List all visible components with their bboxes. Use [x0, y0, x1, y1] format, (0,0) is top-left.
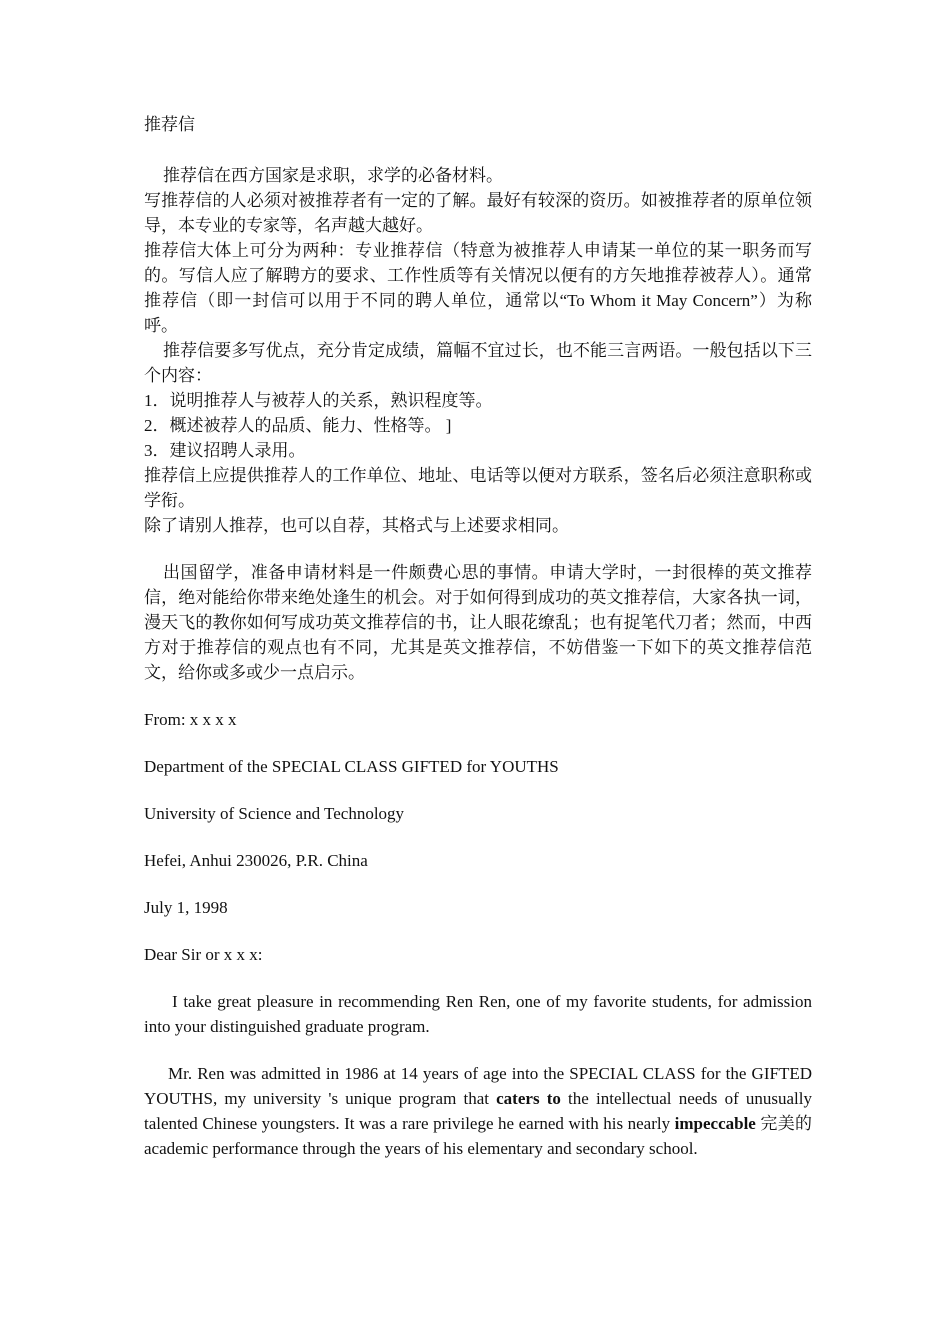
highlight-impeccable: impeccable	[674, 1114, 756, 1133]
letter-paragraph-2-text-c: 完美的 academic performance through the years of his elementary and secondary school.	[144, 1114, 812, 1158]
letter-department: Department of the SPECIAL CLASS GIFTED for YOUTHS	[144, 757, 559, 776]
spacer	[144, 685, 812, 707]
spacer	[144, 967, 812, 989]
spacer	[144, 826, 812, 848]
spacer	[144, 1039, 812, 1061]
letter-date: July 1, 1998	[144, 898, 228, 917]
letter-paragraph-2-text-a: Mr. Ren was admitted in 1986 at 14 years of age into the SPECIAL CLASS for the GIFTED YOUTHS, my university 's unique program that	[144, 1064, 812, 1108]
document-title: 推荐信	[144, 115, 195, 134]
cn-paragraph-1: 推荐信在西方国家是求职，求学的必备材料。	[163, 166, 503, 185]
spacer	[144, 732, 812, 754]
letter-paragraph-2	[144, 1061, 812, 1161]
highlight-caters-to: caters to	[496, 1089, 561, 1108]
spacer	[144, 137, 812, 163]
cn-paragraph-5: 推荐信上应提供推荐人的工作单位、地址、电话等以便对方联系，签名后必须注意职称或学衔。	[144, 466, 812, 510]
letter-address: Hefei, Anhui 230026, P.R. China	[144, 851, 368, 870]
cn-paragraph-6: 除了请别人推荐，也可以自荐，其格式与上述要求相同。	[144, 516, 569, 535]
spacer	[144, 920, 812, 942]
spacer	[144, 873, 812, 895]
letter-salutation: Dear Sir or x x x:	[144, 945, 263, 964]
cn-list-item-2: 2．概述被荐人的品质、能力、性格等。 ]	[144, 416, 452, 435]
cn-paragraph-3: 推荐信大体上可分为两种：专业推荐信（特意为被推荐人申请某一单位的某一职务而写的。写信人应了解聘方的要求、工作性质等有关情况以便有的方矢地推荐被荐人）。通常推荐信（即一封信可以用于不同的聘人单位，通常以“To Whom it May Concern”）为称呼。	[144, 241, 812, 335]
spacer	[144, 779, 812, 801]
letter-from: From: x x x x	[144, 710, 237, 729]
cn-paragraph-4: 推荐信要多写优点，充分肯定成绩，篇幅不宜过长，也不能三言两语。一般包括以下三个内容：	[144, 341, 812, 385]
cn-list-item-1: 1．说明推荐人与被荐人的关系，熟识程度等。	[144, 391, 493, 410]
cn-paragraph-7: 出国留学，准备申请材料是一件颇费心思的事情。申请大学时，一封很棒的英文推荐信，绝对能给你带来绝处逢生的机会。对于如何得到成功的英文推荐信，大家各执一词，漫天飞的教你如何写成功英文推荐信的书，让人眼花缭乱；也有捉笔代刀者；然而，中西方对于推荐信的观点也有不同，尤其是英文推荐信，不妨借鉴一下如下的英文推荐信范文，给你或多或少一点启示。	[144, 563, 812, 682]
cn-paragraph-2: 写推荐信的人必须对被推荐者有一定的了解。最好有较深的资历。如被推荐者的原单位领导，本专业的专家等，名声越大越好。	[144, 191, 812, 235]
letter-university: University of Science and Technology	[144, 804, 405, 823]
spacer	[144, 538, 812, 560]
letter-paragraph-2-text-b: the intellectual needs of unusually talented Chinese youngsters. It was a rare privilege he earned with his nearly	[144, 1089, 813, 1133]
document-page	[144, 112, 812, 1161]
letter-paragraph-1: I take great pleasure in recommending Ren Ren, one of my favorite students, for admission into your distinguished graduate program.	[144, 992, 812, 1036]
cn-list-item-3: 3．建议招聘人录用。	[144, 441, 306, 460]
